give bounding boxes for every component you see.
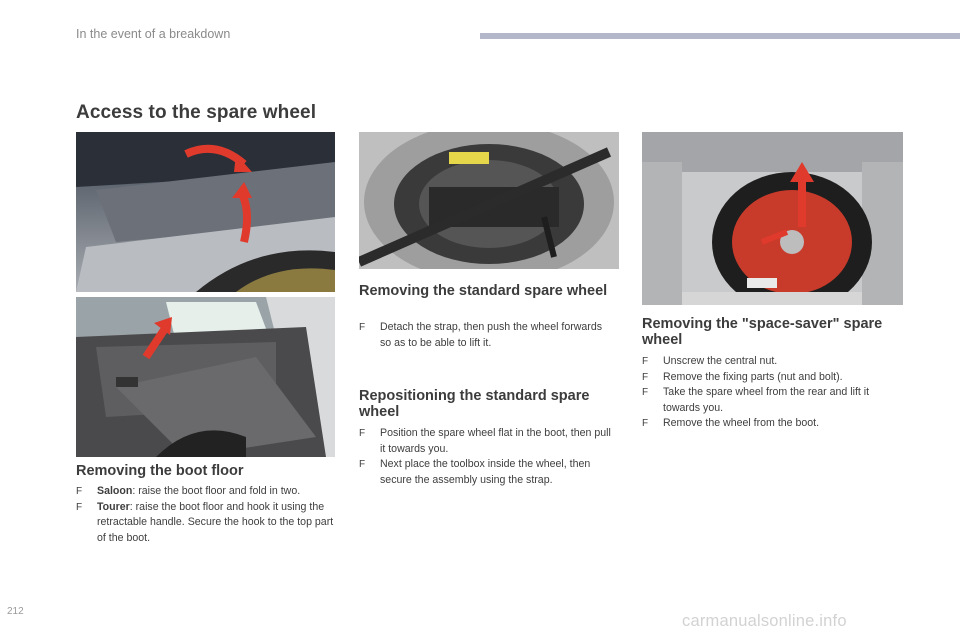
page-number: 212 xyxy=(7,606,24,617)
boot-floor-hook-photo xyxy=(76,297,335,457)
chapter-accent-bar xyxy=(480,33,960,39)
step-text: Position the spare wheel flat in the boot, then pull it towards you. xyxy=(380,427,611,455)
model-term: Tourer xyxy=(97,500,130,513)
bullet-mark: F xyxy=(76,501,83,513)
chapter-title: In the event of a breakdown xyxy=(76,27,231,41)
step-text: Unscrew the central nut. xyxy=(663,355,778,367)
step-text: Remove the wheel from the boot. xyxy=(663,417,820,430)
step-text: : raise the boot floor and fold in two. xyxy=(132,485,301,497)
step-text: Detach the strap, then push the wheel forwards so as to be able to lift it. xyxy=(380,321,603,349)
bullet-mark: F xyxy=(359,459,366,471)
list-item xyxy=(359,320,609,351)
bullet-mark: F xyxy=(642,418,649,430)
boot-floor-heading: Removing the boot floor xyxy=(76,463,244,479)
boot-floor-steps xyxy=(76,484,344,546)
standard-removal-heading: Removing the standard spare wheel xyxy=(359,283,608,299)
space-saver-wheel-photo xyxy=(642,132,903,305)
watermark: carmanualsonline.info xyxy=(682,612,847,630)
step-text: Remove the fixing parts (nut and bolt). xyxy=(663,370,843,383)
model-term: Saloon xyxy=(97,485,133,497)
bullet-mark: F xyxy=(359,322,366,333)
list-item xyxy=(642,416,904,432)
bullet-mark: F xyxy=(642,371,649,383)
list-item xyxy=(642,354,904,370)
list-item xyxy=(642,370,904,386)
space-saver-heading: Removing the "space-saver" spare wheel xyxy=(642,316,883,348)
step-text: Take the spare wheel from the rear and lift it towards you. xyxy=(663,386,870,414)
step-text: : raise the boot floor and hook it using the retractable handle. Secure the hook to the top part of the boot. xyxy=(97,500,334,544)
bullet-mark: F xyxy=(359,428,366,439)
standard-removal-steps xyxy=(359,320,609,351)
list-item xyxy=(76,500,344,547)
standard-spare-wheel-photo xyxy=(359,132,619,269)
space-saver-steps xyxy=(642,354,904,432)
standard-reposition-heading: Repositioning the standard spare wheel xyxy=(359,388,590,420)
list-item xyxy=(359,457,614,488)
page-title: Access to the spare wheel xyxy=(76,102,317,123)
list-item xyxy=(359,426,614,457)
bullet-mark: F xyxy=(642,387,649,399)
list-item xyxy=(642,385,904,416)
bullet-mark: F xyxy=(76,486,83,497)
bullet-mark: F xyxy=(642,356,649,367)
step-text: Next place the toolbox inside the wheel, then secure the assembly using the strap. xyxy=(380,458,591,486)
list-item xyxy=(76,484,344,500)
boot-floor-raise-photo xyxy=(76,132,335,292)
standard-reposition-steps xyxy=(359,426,614,488)
